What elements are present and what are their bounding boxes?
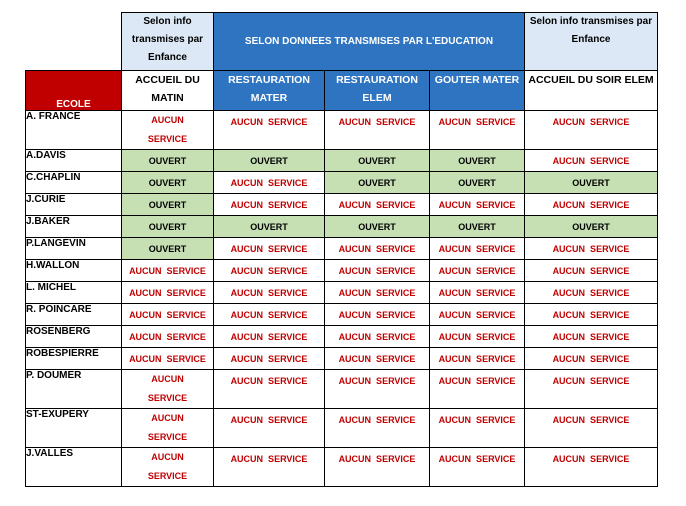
restauration-elem-cell: AUCUN SERVICE — [325, 111, 430, 150]
status-line-2: SERVICE — [147, 134, 188, 144]
matin-cell: OUVERT — [122, 172, 214, 194]
gouter-mater-cell: AUCUN SERVICE — [430, 111, 525, 150]
gouter-mater-cell: AUCUN SERVICE — [430, 304, 525, 326]
restauration-mater-cell: AUCUN SERVICE — [214, 448, 325, 487]
table-row — [26, 448, 658, 487]
ecole-name-cell: A. FRANCE — [26, 111, 122, 150]
restauration-mater-cell: AUCUN SERVICE — [214, 238, 325, 260]
restauration-elem-cell: AUCUN SERVICE — [325, 409, 430, 448]
restauration-elem-cell: AUCUN SERVICE — [325, 326, 430, 348]
matin-cell — [122, 370, 214, 409]
restauration-mater-cell: AUCUN SERVICE — [214, 172, 325, 194]
restauration-mater-cell: AUCUN SERVICE — [214, 260, 325, 282]
table-row — [26, 172, 658, 194]
gouter-mater-cell: AUCUN SERVICE — [430, 326, 525, 348]
table-row — [26, 304, 658, 326]
status-line-1: AUCUN — [151, 374, 184, 384]
matin-cell: OUVERT — [122, 238, 214, 260]
matin-cell — [122, 111, 214, 150]
restauration-mater-cell: AUCUN SERVICE — [214, 326, 325, 348]
restauration-elem-header: RESTAURATION ELEM — [325, 71, 430, 111]
gouter-mater-cell: AUCUN SERVICE — [430, 370, 525, 409]
restauration-mater-cell: AUCUN SERVICE — [214, 348, 325, 370]
table-row — [26, 150, 658, 172]
accueil-soir-header: ACCUEIL DU SOIR ELEM — [525, 71, 658, 111]
restauration-mater-cell: AUCUN SERVICE — [214, 370, 325, 409]
restauration-mater-header: RESTAURATION MATER — [214, 71, 325, 111]
gouter-mater-header: GOUTER MATER — [430, 71, 525, 111]
table-row — [26, 216, 658, 238]
table-row — [26, 370, 658, 409]
enfance-note-header-right: Selon info transmises par Enfance — [525, 13, 658, 71]
table-row — [26, 409, 658, 448]
gouter-mater-cell: AUCUN SERVICE — [430, 348, 525, 370]
ecole-header: ECOLE — [26, 71, 122, 111]
restauration-elem-cell: AUCUN SERVICE — [325, 260, 430, 282]
table-row — [26, 282, 658, 304]
restauration-elem-cell: AUCUN SERVICE — [325, 348, 430, 370]
gouter-mater-cell: OUVERT — [430, 172, 525, 194]
matin-cell — [122, 448, 214, 487]
accueil-soir-cell: AUCUN SERVICE — [525, 448, 658, 487]
restauration-mater-cell: AUCUN SERVICE — [214, 194, 325, 216]
ecole-name-cell: ROBESPIERRE — [26, 348, 122, 370]
matin-cell: AUCUN SERVICE — [122, 282, 214, 304]
matin-cell — [122, 409, 214, 448]
matin-cell: AUCUN SERVICE — [122, 260, 214, 282]
restauration-mater-cell: OUVERT — [214, 150, 325, 172]
restauration-elem-cell: AUCUN SERVICE — [325, 370, 430, 409]
restauration-mater-cell: OUVERT — [214, 216, 325, 238]
table-row — [26, 348, 658, 370]
restauration-elem-cell: AUCUN SERVICE — [325, 448, 430, 487]
gouter-mater-cell: OUVERT — [430, 216, 525, 238]
restauration-elem-cell: OUVERT — [325, 172, 430, 194]
accueil-soir-cell: OUVERT — [525, 172, 658, 194]
ecole-name-cell: J.CURIE — [26, 194, 122, 216]
gouter-mater-cell: AUCUN SERVICE — [430, 282, 525, 304]
restauration-elem-cell: AUCUN SERVICE — [325, 238, 430, 260]
header-row-top — [26, 13, 658, 71]
matin-cell: AUCUN SERVICE — [122, 326, 214, 348]
corner-empty-cell — [26, 13, 122, 71]
restauration-elem-cell: AUCUN SERVICE — [325, 282, 430, 304]
ecole-name-cell: A.DAVIS — [26, 150, 122, 172]
status-line-1: AUCUN — [151, 115, 184, 125]
schedule-table — [25, 12, 658, 487]
matin-cell: OUVERT — [122, 150, 214, 172]
status-line-1: AUCUN — [151, 452, 184, 462]
accueil-soir-cell: AUCUN SERVICE — [525, 370, 658, 409]
restauration-mater-cell: AUCUN SERVICE — [214, 282, 325, 304]
gouter-mater-cell: AUCUN SERVICE — [430, 194, 525, 216]
accueil-soir-cell: AUCUN SERVICE — [525, 348, 658, 370]
status-line-1: AUCUN — [151, 413, 184, 423]
gouter-mater-cell: AUCUN SERVICE — [430, 238, 525, 260]
status-line-2: SERVICE — [147, 471, 188, 481]
restauration-mater-cell: AUCUN SERVICE — [214, 111, 325, 150]
restauration-mater-cell: AUCUN SERVICE — [214, 409, 325, 448]
gouter-mater-cell: AUCUN SERVICE — [430, 260, 525, 282]
matin-cell: AUCUN SERVICE — [122, 304, 214, 326]
accueil-soir-cell: AUCUN SERVICE — [525, 304, 658, 326]
ecole-name-cell: J.BAKER — [26, 216, 122, 238]
accueil-soir-cell: AUCUN SERVICE — [525, 260, 658, 282]
ecole-name-cell: H.WALLON — [26, 260, 122, 282]
matin-cell: OUVERT — [122, 194, 214, 216]
table-row — [26, 194, 658, 216]
ecole-name-cell: J.VALLES — [26, 448, 122, 487]
ecole-name-cell: C.CHAPLIN — [26, 172, 122, 194]
accueil-matin-header: ACCUEIL DU MATIN — [122, 71, 214, 111]
table-row — [26, 260, 658, 282]
ecole-name-cell: P.LANGEVIN — [26, 238, 122, 260]
table-row — [26, 326, 658, 348]
accueil-soir-cell: AUCUN SERVICE — [525, 194, 658, 216]
education-note-header: SELON DONNEES TRANSMISES PAR L'EDUCATION — [214, 13, 525, 71]
restauration-elem-cell: OUVERT — [325, 216, 430, 238]
restauration-elem-cell: AUCUN SERVICE — [325, 194, 430, 216]
matin-cell: AUCUN SERVICE — [122, 348, 214, 370]
accueil-soir-cell: AUCUN SERVICE — [525, 238, 658, 260]
header-row-columns — [26, 71, 658, 111]
restauration-mater-cell: AUCUN SERVICE — [214, 304, 325, 326]
gouter-mater-cell: AUCUN SERVICE — [430, 409, 525, 448]
status-line-2: SERVICE — [147, 393, 188, 403]
matin-cell: OUVERT — [122, 216, 214, 238]
restauration-elem-cell: OUVERT — [325, 150, 430, 172]
ecole-name-cell: L. MICHEL — [26, 282, 122, 304]
ecole-name-cell: R. POINCARE — [26, 304, 122, 326]
ecole-name-cell: P. DOUMER — [26, 370, 122, 409]
gouter-mater-cell: OUVERT — [430, 150, 525, 172]
accueil-soir-cell: AUCUN SERVICE — [525, 282, 658, 304]
status-line-2: SERVICE — [147, 432, 188, 442]
accueil-soir-cell: AUCUN SERVICE — [525, 326, 658, 348]
accueil-soir-cell: AUCUN SERVICE — [525, 111, 658, 150]
ecole-name-cell: ROSENBERG — [26, 326, 122, 348]
accueil-soir-cell: AUCUN SERVICE — [525, 409, 658, 448]
gouter-mater-cell: AUCUN SERVICE — [430, 448, 525, 487]
accueil-soir-cell: AUCUN SERVICE — [525, 150, 658, 172]
accueil-soir-cell: OUVERT — [525, 216, 658, 238]
table-row — [26, 111, 658, 150]
ecole-name-cell: ST-EXUPERY — [26, 409, 122, 448]
table-row — [26, 238, 658, 260]
restauration-elem-cell: AUCUN SERVICE — [325, 304, 430, 326]
enfance-note-header: Selon info transmises par Enfance — [122, 13, 214, 71]
